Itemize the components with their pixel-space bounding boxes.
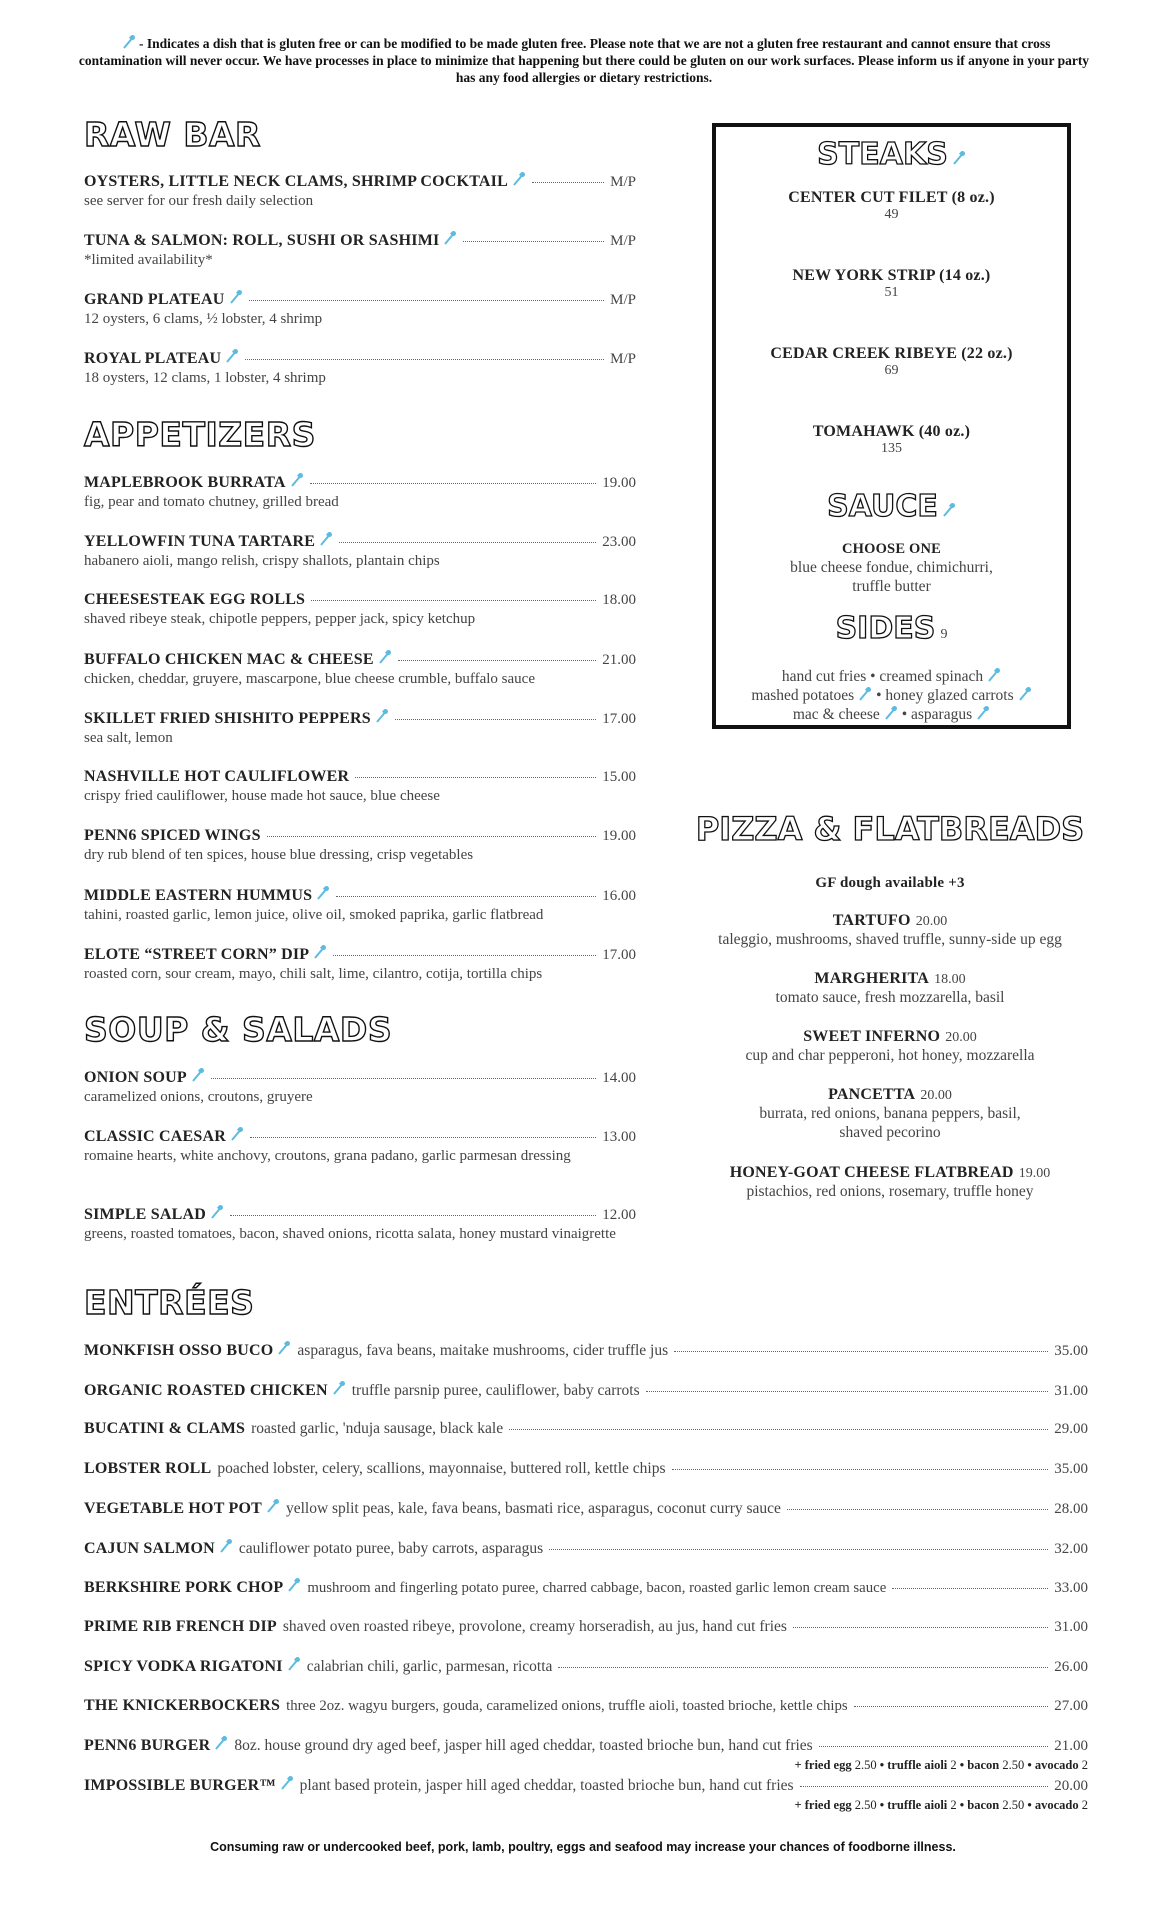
item-description: shaved ribeye steak, chipotle peppers, pepper jack, spicy ketchup <box>84 611 476 627</box>
item-name: SIMPLE SALAD <box>84 1206 206 1223</box>
entree-item <box>84 1657 1088 1676</box>
entree-item <box>84 1341 1088 1360</box>
entree-price: 35.00 <box>1054 1343 1088 1359</box>
burger-addons: + fried egg 2.50 • truffle aioli 2 • bacon 2.50 • avocado 2 <box>794 1758 1088 1772</box>
entree-item <box>84 1499 1088 1518</box>
raw-bar-title: RAW BAR <box>84 115 261 154</box>
sauce-options-2: truffle butter <box>852 578 931 595</box>
sides-line-2b: • honey glazed carrots <box>876 687 1014 704</box>
gluten-free-icon <box>287 1578 301 1592</box>
entree-price: 33.00 <box>1054 1580 1088 1596</box>
item-name: BUFFALO CHICKEN MAC & CHEESE <box>84 651 374 668</box>
pizza-name: HONEY-GOAT CHEESE FLATBREAD <box>729 1164 1014 1181</box>
pizza-description: taleggio, mushrooms, shaved truffle, sunny-side up egg <box>718 931 1062 948</box>
sides-line-3b: • asparagus <box>901 706 973 723</box>
entree-name: ORGANIC ROASTED CHICKEN <box>84 1382 328 1399</box>
item-description: 12 oysters, 6 clams, ½ lobster, 4 shrimp <box>84 311 323 327</box>
gluten-free-icon <box>1018 687 1032 701</box>
menu-item <box>84 1127 636 1166</box>
item-name: ROYAL PLATEAU <box>84 350 222 367</box>
menu-item <box>84 768 636 806</box>
item-name: NASHVILLE HOT CAULIFLOWER <box>84 768 350 785</box>
entree-description: shaved oven roasted ribeye, provolone, creamy horseradish, au jus, hand cut fries <box>282 1618 787 1635</box>
steak-name: TOMAHAWK (40 oz.) <box>812 423 971 440</box>
entree-item <box>84 1539 1088 1558</box>
sauce-options: blue cheese fondue, chimichurri, <box>790 559 993 576</box>
gluten-free-icon <box>225 349 239 363</box>
entree-name: LOBSTER ROLL <box>84 1460 212 1477</box>
item-price: 16.00 <box>602 888 636 904</box>
soup-salads-title: SOUP & SALADS <box>84 1010 393 1049</box>
item-name: ONION SOUP <box>84 1069 187 1086</box>
entree-name: VEGETABLE HOT POT <box>84 1500 262 1517</box>
entree-price: 31.00 <box>1054 1383 1088 1399</box>
menu-item <box>84 473 636 512</box>
gluten-free-icon <box>319 532 333 546</box>
item-name: OYSTERS, LITTLE NECK CLAMS, SHRIMP COCKTAIL <box>84 173 508 190</box>
entrees-title: ENTRÉES <box>84 1283 255 1322</box>
entree-item <box>84 1460 1088 1478</box>
item-description: habanero aioli, mango relish, crispy shallots, plantain chips <box>84 553 440 569</box>
item-name: CLASSIC CAESAR <box>84 1128 226 1145</box>
entree-price: 28.00 <box>1054 1501 1088 1517</box>
entree-item <box>84 1420 1088 1438</box>
entree-name: SPICY VODKA RIGATONI <box>84 1658 283 1675</box>
entree-item <box>84 1776 1088 1795</box>
entree-description: three 2oz. wagyu burgers, gouda, caramelized onions, truffle aioli, toasted brioche, kettle chips <box>286 1698 848 1714</box>
steak-name: CENTER CUT FILET (8 oz.) <box>788 189 995 206</box>
gluten-free-icon <box>229 290 243 304</box>
pizza-name: MARGHERITA <box>814 970 929 987</box>
gluten-free-icon <box>512 172 526 186</box>
pizza-item <box>690 1084 1090 1142</box>
entree-description: plant based protein, jasper hill aged cheddar, toasted brioche bun, hand cut fries <box>299 1777 794 1794</box>
menu-item <box>84 886 636 925</box>
item-description: chicken, cheddar, gruyere, mascarpone, blue cheese crumble, buffalo sauce <box>84 671 535 687</box>
sides-line-3: mac & cheese <box>792 706 880 723</box>
item-price: 15.00 <box>602 769 636 785</box>
entree-price: 32.00 <box>1054 1541 1088 1557</box>
entree-name: BERKSHIRE PORK CHOP <box>84 1579 284 1596</box>
item-price: 18.00 <box>602 592 636 608</box>
burger-addons: + fried egg 2.50 • truffle aioli 2 • bacon 2.50 • avocado 2 <box>794 1798 1088 1812</box>
item-name: YELLOWFIN TUNA TARTARE <box>84 533 316 550</box>
menu-item <box>84 650 636 689</box>
pizza-description: cup and char pepperoni, hot honey, mozzarella <box>745 1047 1035 1064</box>
item-price: 23.00 <box>602 534 636 550</box>
entree-price: 26.00 <box>1054 1659 1088 1675</box>
menu-item <box>84 349 636 388</box>
gluten-free-icon <box>122 35 136 49</box>
gluten-free-icon <box>884 706 898 720</box>
item-name: SKILLET FRIED SHISHITO PEPPERS <box>84 710 371 727</box>
pizza-price: 19.00 <box>1018 1166 1051 1181</box>
gluten-free-icon <box>976 706 990 720</box>
item-name: CHEESESTEAK EGG ROLLS <box>84 591 306 608</box>
appetizers-title: APPETIZERS <box>84 415 316 454</box>
pizza-description: burrata, red onions, banana peppers, basil, <box>759 1105 1021 1122</box>
steak-name: NEW YORK STRIP (14 oz.) <box>792 267 991 284</box>
pizza-item <box>690 910 1090 949</box>
gluten-free-icon <box>266 1499 280 1513</box>
pizza-description-2: shaved pecorino <box>839 1124 941 1141</box>
menu-item <box>84 709 636 748</box>
sauce-title: SAUCE <box>827 489 938 524</box>
pizza-title: PIZZA & FLATBREADS <box>695 810 1085 848</box>
gluten-free-icon <box>942 503 956 517</box>
entree-description: roasted garlic, 'nduja sausage, black kale <box>251 1420 504 1437</box>
item-price: 14.00 <box>602 1070 636 1086</box>
gluten-free-icon <box>313 945 327 959</box>
gluten-free-icon <box>443 231 457 245</box>
steak-name: CEDAR CREEK RIBEYE (22 oz.) <box>770 345 1013 362</box>
pizza-item <box>690 1026 1090 1065</box>
pizza-name: PANCETTA <box>828 1086 916 1103</box>
sides-line-1: hand cut fries • creamed spinach <box>781 668 984 685</box>
menu-item <box>84 1068 636 1107</box>
item-description: *limited availability* <box>84 252 213 268</box>
notice-text: - Indicates a dish that is gluten free or can be modified to be made gluten free. Please note that we are not a gluten free restaurant and cannot ensure that cross contamination will never occur. We have processes in place to minimize that happening but there could be gluten on our work surfaces. Please inform us if anyone in your party has any food allergies or dietary restrictions. <box>78 36 1090 85</box>
entree-item <box>84 1736 1088 1755</box>
entree-name: PRIME RIB FRENCH DIP <box>84 1618 277 1635</box>
gluten-free-icon <box>987 668 1001 682</box>
entree-item <box>84 1381 1088 1400</box>
entree-name: PENN6 BURGER <box>84 1737 211 1754</box>
gluten-free-icon <box>316 886 330 900</box>
item-description: 18 oysters, 12 clams, 1 lobster, 4 shrimp <box>84 370 326 386</box>
menu-item <box>84 172 636 211</box>
item-description: sea salt, lemon <box>84 730 173 746</box>
gluten-free-icon <box>375 709 389 723</box>
steak-price: 69 <box>884 363 899 378</box>
steaks-title: STEAKS <box>817 137 948 172</box>
item-name: PENN6 SPICED WINGS <box>84 827 261 844</box>
entree-name: IMPOSSIBLE BURGER™ <box>84 1777 276 1794</box>
entree-name: THE KNICKERBOCKERS <box>84 1697 281 1714</box>
sides-line-2: mashed potatoes <box>751 687 855 704</box>
steak-item <box>716 267 1067 301</box>
entree-item <box>84 1618 1088 1636</box>
item-price: 19.00 <box>602 475 636 491</box>
pizza-description: tomato sauce, fresh mozzarella, basil <box>775 989 1005 1006</box>
item-description: roasted corn, sour cream, mayo, chili salt, lime, cilantro, cotija, tortilla chips <box>84 966 543 982</box>
item-name: MAPLEBROOK BURRATA <box>84 474 286 491</box>
entree-description: yellow split peas, kale, fava beans, basmati rice, asparagus, coconut curry sauce <box>285 1500 781 1517</box>
menu-item <box>84 1205 636 1244</box>
entree-description: calabrian chili, garlic, parmesan, ricotta <box>306 1658 553 1675</box>
entree-item <box>84 1697 1088 1715</box>
entree-description: mushroom and fingerling potato puree, charred cabbage, bacon, roasted garlic lemon cream sauce <box>307 1580 887 1596</box>
pizza-name: TARTUFO <box>832 912 911 929</box>
item-description: fig, pear and tomato chutney, grilled bread <box>84 494 339 510</box>
item-price: 17.00 <box>602 711 636 727</box>
entree-name: BUCATINI & CLAMS <box>84 1420 246 1437</box>
entree-price: 35.00 <box>1054 1461 1088 1477</box>
pizza-item <box>690 1162 1090 1201</box>
item-name: TUNA & SALMON: ROLL, SUSHI OR SASHIMI <box>84 232 440 249</box>
item-description: see server for our fresh daily selection <box>84 193 314 209</box>
pizza-price: 20.00 <box>945 1030 977 1045</box>
item-price: 12.00 <box>602 1207 636 1223</box>
entree-price: 31.00 <box>1054 1619 1088 1635</box>
steak-price: 51 <box>884 285 899 300</box>
gluten-free-notice <box>78 35 1090 86</box>
menu-item <box>84 532 636 571</box>
entree-description: 8oz. house ground dry aged beef, jasper hill aged cheddar, toasted brioche bun, hand cut fries <box>234 1737 813 1754</box>
item-price: 19.00 <box>602 828 636 844</box>
item-description: tahini, roasted garlic, lemon juice, olive oil, smoked paprika, garlic flatbread <box>84 907 544 923</box>
pizza-item <box>690 968 1090 1007</box>
gluten-free-icon <box>191 1068 205 1082</box>
sides-price: 9 <box>940 627 948 642</box>
entree-description: truffle parsnip puree, cauliflower, baby carrots <box>351 1382 640 1399</box>
item-name: MIDDLE EASTERN HUMMUS <box>84 887 313 904</box>
item-price: M/P <box>610 233 636 249</box>
item-description: crispy fried cauliflower, house made hot sauce, blue cheese <box>84 788 440 804</box>
entree-price: 20.00 <box>1054 1778 1088 1794</box>
item-name: ELOTE “STREET CORN” DIP <box>84 946 310 963</box>
item-price: 13.00 <box>602 1129 636 1145</box>
item-price: M/P <box>610 292 636 308</box>
health-warning: Consuming raw or undercooked beef, pork, lamb, poultry, eggs and seafood may increase your chances of foodborne illness. <box>210 1840 956 1854</box>
pizza-price: 18.00 <box>934 972 966 987</box>
steaks-box <box>712 123 1071 729</box>
item-description: caramelized onions, croutons, gruyere <box>84 1089 313 1105</box>
item-name: GRAND PLATEAU <box>84 291 225 308</box>
item-description: greens, roasted tomatoes, bacon, shaved onions, ricotta salata, honey mustard vinaigrette <box>84 1226 616 1242</box>
steak-price: 135 <box>881 441 902 456</box>
gluten-free-icon <box>280 1776 294 1790</box>
gluten-free-icon <box>287 1657 301 1671</box>
entree-description: poached lobster, celery, scallions, mayonnaise, buttered roll, kettle chips <box>217 1460 666 1477</box>
pizza-price: 20.00 <box>920 1088 952 1103</box>
pizza-price: 20.00 <box>915 914 948 929</box>
gluten-free-icon <box>858 687 872 701</box>
menu-item <box>84 231 636 270</box>
steak-item <box>716 345 1067 379</box>
entree-description: cauliflower potato puree, baby carrots, asparagus <box>238 1540 544 1557</box>
gluten-free-icon <box>332 1381 346 1395</box>
item-price: 21.00 <box>602 652 636 668</box>
entree-price: 21.00 <box>1054 1738 1088 1754</box>
gluten-free-icon <box>290 473 304 487</box>
gluten-free-icon <box>214 1736 228 1750</box>
entree-description: asparagus, fava beans, maitake mushrooms, cider truffle jus <box>297 1342 669 1359</box>
sauce-choose-label: CHOOSE ONE <box>841 541 942 557</box>
item-description: romaine hearts, white anchovy, croutons, grana padano, garlic parmesan dressing <box>84 1148 571 1164</box>
gluten-free-icon <box>210 1205 224 1219</box>
item-price: 17.00 <box>602 947 636 963</box>
menu-item <box>84 827 636 865</box>
pizza-name: SWEET INFERNO <box>803 1028 941 1045</box>
pizza-subtitle: GF dough available +3 <box>815 875 965 891</box>
menu-item <box>84 591 636 629</box>
gluten-free-icon <box>230 1127 244 1141</box>
steak-item <box>716 423 1067 457</box>
sides-title: SIDES <box>835 611 936 646</box>
gluten-free-icon <box>952 151 966 165</box>
item-price: M/P <box>610 174 636 190</box>
steak-item <box>716 189 1067 223</box>
menu-item <box>84 290 636 329</box>
pizza-description: pistachios, red onions, rosemary, truffle honey <box>746 1183 1034 1200</box>
gluten-free-icon <box>378 650 392 664</box>
steak-price: 49 <box>884 207 899 222</box>
menu-item <box>84 945 636 984</box>
entree-name: MONKFISH OSSO BUCO <box>84 1342 274 1359</box>
gluten-free-icon <box>277 1341 291 1355</box>
entree-item <box>84 1578 1088 1597</box>
sides-list <box>716 667 1067 724</box>
entree-price: 29.00 <box>1054 1421 1088 1437</box>
item-description: dry rub blend of ten spices, house blue dressing, crisp vegetables <box>84 847 474 863</box>
item-price: M/P <box>610 351 636 367</box>
entree-price: 27.00 <box>1054 1698 1088 1714</box>
gluten-free-icon <box>219 1539 233 1553</box>
entree-name: CAJUN SALMON <box>84 1540 215 1557</box>
